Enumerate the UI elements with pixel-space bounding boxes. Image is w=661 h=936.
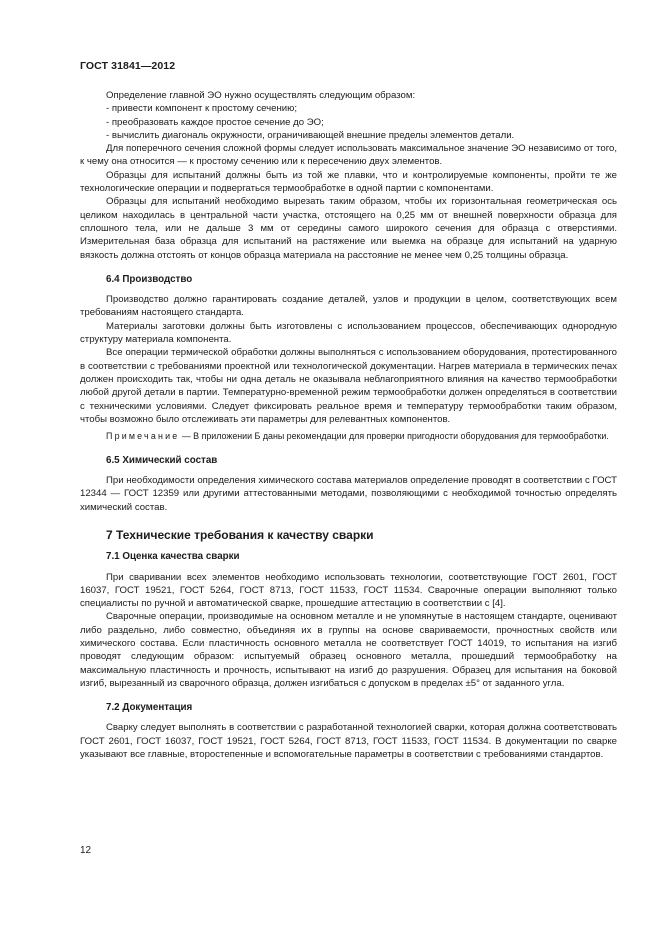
paragraph: Образцы для испытаний необходимо вырезать таким образом, чтобы их горизонтальная геометрическая ось целиком находилась в центральной части участка, отстоящего на 0,25 мм от внешней поверхности образца для сплошного тела, или не дальше 3 мм от середины самого широкого сечения для образца с отверстиями. Измерительная база образца для испытаний на растяжение или выемка на образце для испытаний на ударную вязкость должна отстоять от концов образца материала на расстояние не менее чем 0,25 толщины образца. bbox=[80, 196, 617, 261]
paragraph: При необходимости определения химического состава материалов определение проводят в соответствии с ГОСТ 12344 — ГОСТ 12359 или другими аттестованными методами, позволяющими с необходимой точностью определять химический состав. bbox=[80, 475, 617, 513]
paragraph: Сварочные операции, производимые на основном металле и не упомянутые в настоящем стандарте, оценивают либо раздельно, либо совместно, объединяя их в группы на основе свариваемости, прочностных свойств или химического состава. Если пластичность основного металла не соответствует ГОСТ 14019, то испытания на изгиб проводят следующим образом: испытуемый образец основного металла, прошедший термообработку на максимальную пластичность и прочность, испытывают на изгиб до разрушения. Образец для испытания на боковой изгиб, вырезанный из сварочного образца, должен изгибаться с допуском в пределах ±5° от заданного угла. bbox=[80, 611, 617, 689]
paragraph: Материалы заготовки должны быть изготовлены с использованием процессов, обеспечивающих однородную структуру материала компонента. bbox=[80, 320, 617, 346]
list-item: - вычислить диагональ окружности, ограничивающей внешние пределы элементов детали. bbox=[106, 129, 515, 141]
paragraph: Сварку следует выполнять в соответствии с разработанной технологией сварки, которая должна соответствовать ГОСТ 2601, ГОСТ 16037, ГОСТ 19521, ГОСТ 5264, ГОСТ 8713, ГОСТ 11533, ГОСТ 11534. В документации по сварке указывают все главные, второстепенные и вспомогательные параметры в соответствии с требованиями стандартов. bbox=[80, 722, 617, 761]
paragraph: Все операции термической обработки должны выполняться с использованием оборудования, протестированного в соответствии с требованиями проектной или технологической документации. Нагрев материала в термических печах должен происходить так, чтобы ни одна деталь не оказывала неблагоприятного влияния на качество термообработки любой другой детали в партии. Температурно-временной режим термообработки должен определяться в соответствии с техническими условиями. Следует фиксировать реальное время и температуру термообработки таким образом, чтобы возможно было отслеживать эти параметры для релевантных компонентов. bbox=[80, 347, 617, 425]
paragraph: Образцы для испытаний должны быть из той же плавки, что и контролируемые компоненты, пройти те же технологические операции и подвергаться термообработке в одной партии с компонентами. bbox=[80, 169, 617, 195]
list-item: - привести компонент к простому сечению; bbox=[106, 103, 298, 115]
paragraph: При сваривании всех элементов необходимо использовать технологии, соответствующие ГОСТ 2601, ГОСТ 16037, ГОСТ 19521, ГОСТ 5264, ГОСТ 8713, ГОСТ 11533, ГОСТ 11534. Сварочные операции выполняют только специалисты по ручной и автоматической сварке, прошедшие аттестацию в соответствии с [4]. bbox=[80, 571, 617, 610]
note-label: Примечание bbox=[106, 431, 180, 442]
paragraph: Производство должно гарантировать создание деталей, узлов и продукции в целом, соответствующих всем требованиям настоящего стандарта. bbox=[80, 294, 617, 319]
section-title-7-1: 7.1 Оценка качества сварки bbox=[106, 551, 240, 563]
paragraph: Для поперечного сечения сложной формы следует использовать максимальное значение ЭО независимо от того, к чему она относится — к простому сечению или к пересечению двух элементов. bbox=[80, 143, 617, 168]
chapter-title-7: 7 Технические требования к качеству сварки bbox=[106, 527, 374, 542]
section-title-6-5: 6.5 Химический состав bbox=[106, 454, 218, 466]
page-number: 12 bbox=[80, 845, 92, 856]
document-body bbox=[80, 89, 617, 761]
note-text: — В приложении Б даны рекомендации для проверки пригодности оборудования для термообработки. bbox=[179, 431, 609, 442]
standard-header: ГОСТ 31841—2012 bbox=[80, 60, 176, 72]
section-title-7-2: 7.2 Документация bbox=[106, 702, 193, 714]
list-item: - преобразовать каждое простое сечение до ЭО; bbox=[106, 116, 324, 128]
intro-lead: Определение главной ЭО нужно осуществлять следующим образом: bbox=[106, 90, 416, 101]
note bbox=[80, 430, 617, 443]
section-title-6-4: 6.4 Производство bbox=[106, 273, 193, 285]
